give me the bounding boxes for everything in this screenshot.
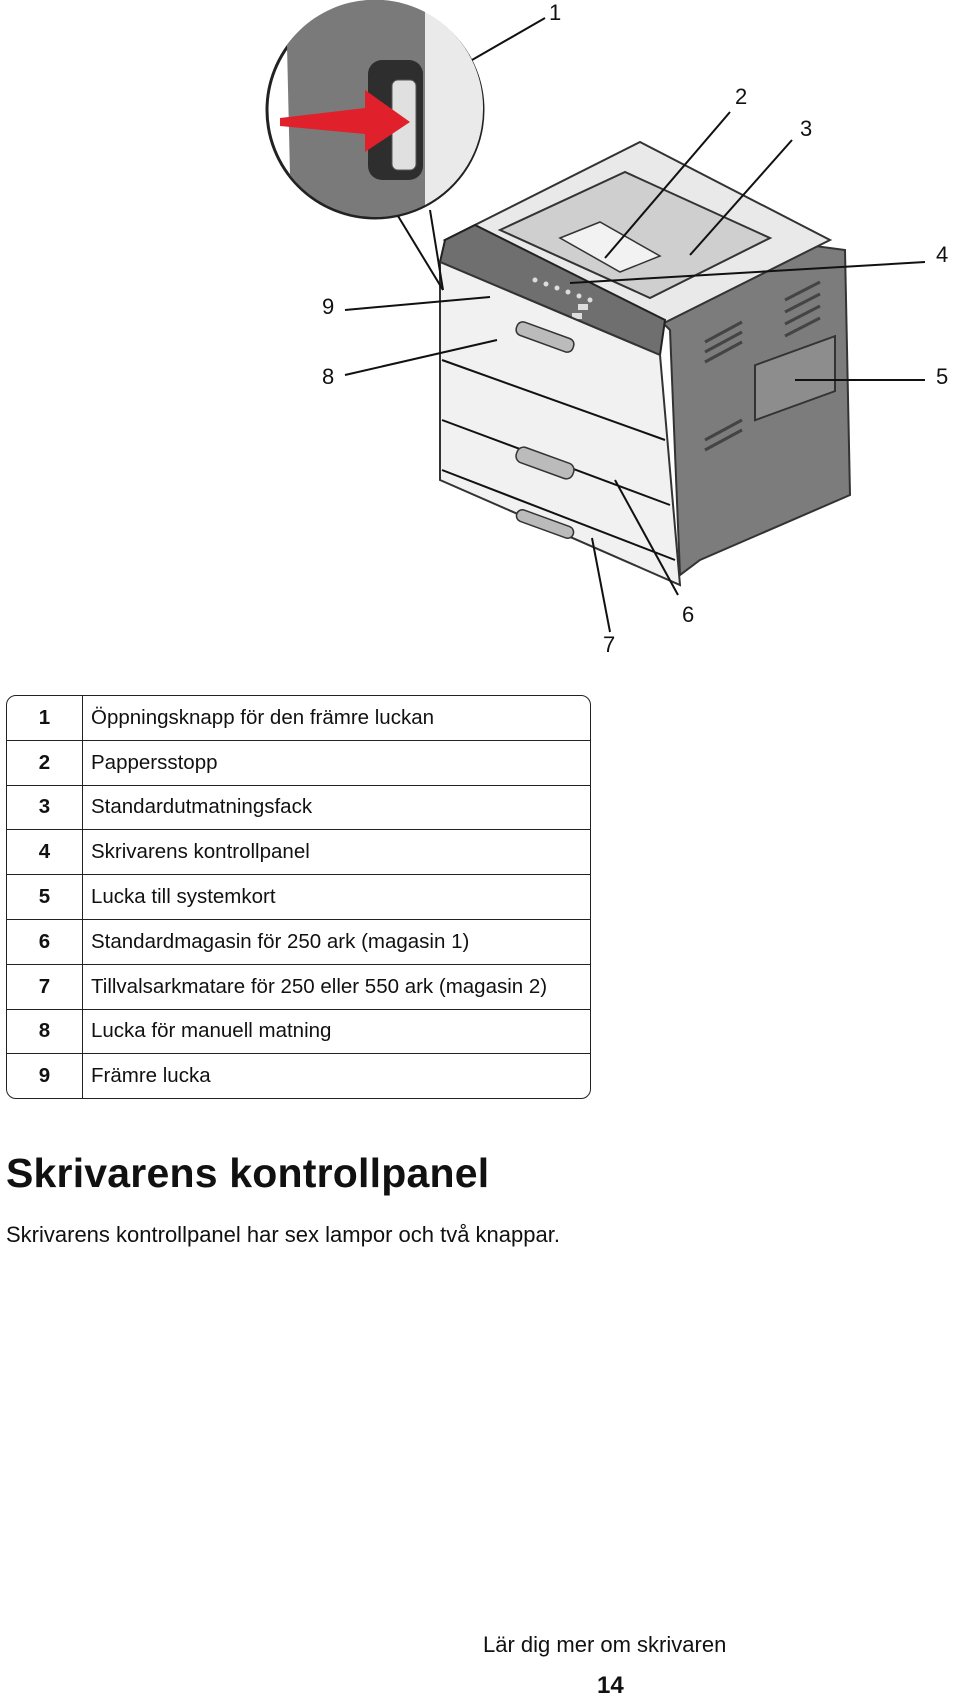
legend-number: 3 [7, 786, 83, 831]
legend-number: 5 [7, 875, 83, 920]
legend-label: Skrivarens kontrollpanel [83, 830, 590, 875]
legend-number: 7 [7, 965, 83, 1010]
legend-number: 4 [7, 830, 83, 875]
table-row [7, 696, 590, 741]
legend-table [6, 695, 591, 1099]
legend-label: Främre lucka [91, 1064, 211, 1088]
callout-8: 8 [322, 364, 335, 389]
callout-9: 9 [322, 294, 335, 319]
callout-5: 5 [936, 364, 949, 389]
button-zoom-inset [267, 0, 483, 218]
legend-label: Tillvalsarkmatare för 250 eller 550 ark (magasin 2) [83, 965, 590, 1010]
callout-7: 7 [603, 632, 616, 657]
legend-label: Lucka för manuell matning [83, 1010, 590, 1055]
section-body-text: Skrivarens kontrollpanel har sex lampor och två knappar. [6, 1222, 560, 1247]
legend-number: 9 [7, 1054, 83, 1098]
callout-1: 1 [549, 0, 562, 25]
legend-number: 6 [7, 920, 83, 965]
legend-number: 1 [7, 696, 83, 741]
section-heading: Skrivarens kontrollpanel [6, 1150, 490, 1196]
legend-label: Pappersstopp [83, 741, 590, 786]
callout-4: 4 [936, 242, 949, 267]
table-row [7, 920, 590, 965]
legend-number: 2 [7, 741, 83, 786]
callout-6: 6 [682, 602, 695, 627]
table-row [7, 1054, 590, 1098]
callout-3: 3 [800, 116, 813, 141]
table-row [7, 741, 590, 786]
legend-number: 8 [7, 1010, 83, 1055]
callout-2: 2 [735, 84, 748, 109]
leader-1 [472, 18, 545, 60]
page-number: 14 [597, 1672, 624, 1699]
legend-label: Standardmagasin för 250 ark (magasin 1) [83, 920, 590, 965]
footer-chapter-title: Lär dig mer om skrivaren [483, 1632, 727, 1657]
table-row [7, 830, 590, 875]
legend-label: Standardutmatningsfack [83, 786, 590, 831]
table-row [7, 875, 590, 920]
legend-label: Lucka till systemkort [83, 875, 590, 920]
legend-label: Öppningsknapp för den främre luckan [83, 696, 590, 741]
table-row [7, 1010, 590, 1055]
table-row [7, 965, 590, 1010]
table-row [7, 786, 590, 831]
printer-illustration [0, 0, 960, 670]
